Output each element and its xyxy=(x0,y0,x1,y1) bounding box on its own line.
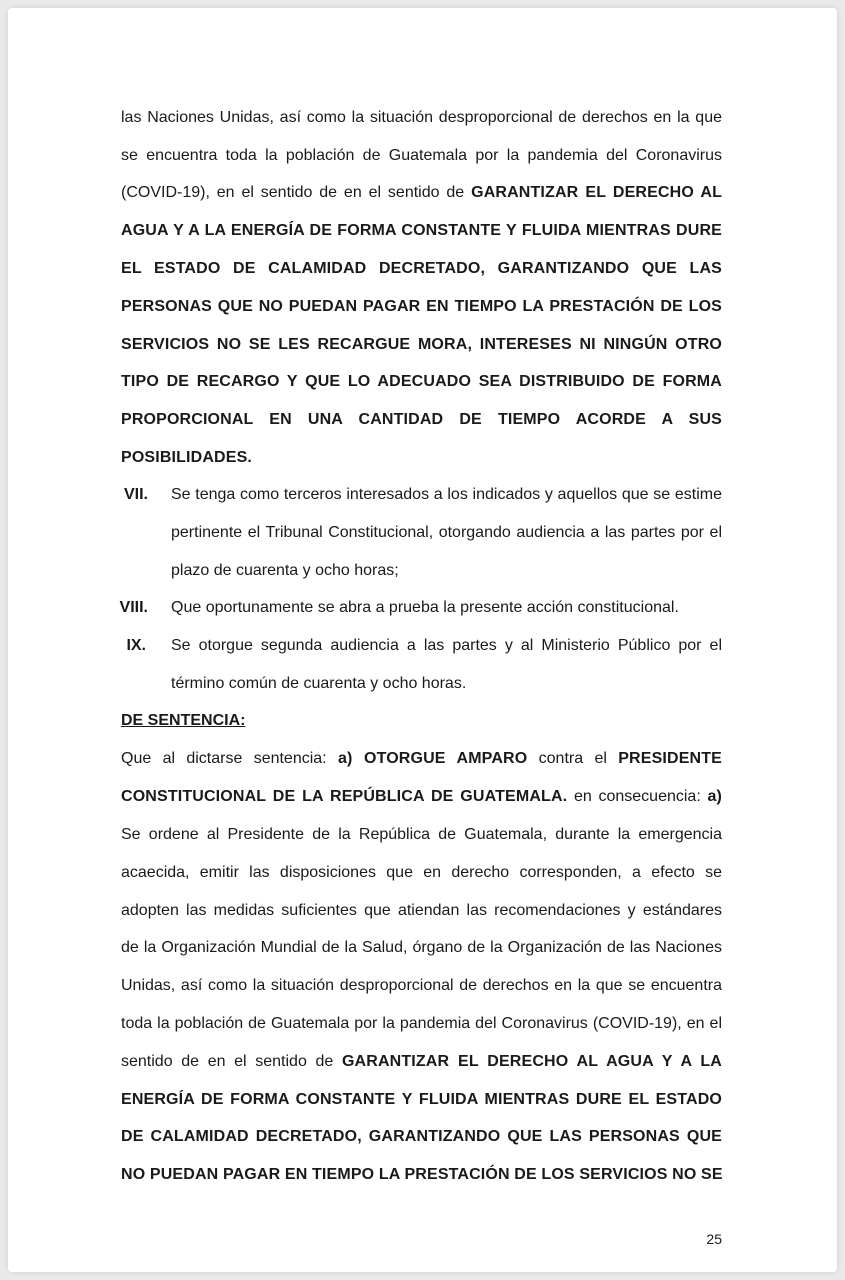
section-heading: DE SENTENCIA: xyxy=(121,712,246,729)
text-line: acaecida, emitir las disposiciones que en derecho corresponden, a efecto se xyxy=(121,864,722,881)
bold-text-line: NO PUEDAN PAGAR EN TIEMPO LA PRESTACIÓN DE LOS SERVICIOS NO SE xyxy=(121,1166,723,1183)
item-number: VIII. xyxy=(119,599,148,616)
bold-text-run: a) xyxy=(707,788,722,805)
bold-text-line: PROPORCIONAL EN UNA CANTIDAD DE TIEMPO ACORDE A SUS xyxy=(121,411,722,428)
bold-text-line: POSIBILIDADES. xyxy=(121,449,253,466)
text-line xyxy=(121,183,722,203)
item-number: VII. xyxy=(123,486,148,503)
bold-text-line: DE CALAMIDAD DECRETADO, GARANTIZANDO QUE LAS PERSONAS QUE xyxy=(121,1128,722,1145)
text-run: (COVID-19), en el sentido de en el sentido de xyxy=(121,184,465,201)
bold-text-line: EL ESTADO DE CALAMIDAD DECRETADO, GARANTIZANDO QUE LAS xyxy=(121,260,722,277)
bold-text-run: a) OTORGUE AMPARO xyxy=(337,750,528,767)
item-number: IX. xyxy=(126,637,146,654)
text-run: contra el xyxy=(538,750,607,767)
text-line: de la Organización Mundial de la Salud, órgano de la Organización de las Naciones xyxy=(121,939,722,956)
text-run: sentido de en el sentido de xyxy=(121,1053,334,1070)
bold-text-line: TIPO DE RECARGO Y QUE LO ADECUADO SEA DISTRIBUIDO DE FORMA xyxy=(121,373,722,390)
bold-text-run: CONSTITUCIONAL DE LA REPÚBLICA DE GUATEMALA. xyxy=(121,788,568,805)
bold-text-line: ENERGÍA DE FORMA CONSTANTE Y FLUIDA MIENTRAS DURE EL ESTADO xyxy=(121,1091,722,1108)
text-line: Se otorgue segunda audiencia a las partes y al Ministerio Público por el xyxy=(171,637,722,654)
text-line xyxy=(121,1052,722,1072)
text-line: Se ordene al Presidente de la República de Guatemala, durante la emergencia xyxy=(121,826,722,843)
text-line: adopten las medidas suficientes que atiendan las recomendaciones y estándares xyxy=(121,902,722,919)
text-run: Que al dictarse sentencia: xyxy=(121,750,327,767)
bold-text-line: SERVICIOS NO SE LES RECARGUE MORA, INTERESES NI NINGÚN OTRO xyxy=(121,336,722,353)
bold-text-run: PRESIDENTE xyxy=(618,750,722,767)
text-run: en consecuencia: xyxy=(573,788,701,805)
text-line: se encuentra toda la población de Guatemala por la pandemia del Coronavirus xyxy=(121,147,722,164)
bold-text-run: GARANTIZAR EL DERECHO AL AGUA Y A LA xyxy=(341,1053,722,1070)
text-line: las Naciones Unidas, así como la situación desproporcional de derechos en la que xyxy=(121,109,722,126)
bold-text-line: PERSONAS QUE NO PUEDAN PAGAR EN TIEMPO LA PRESTACIÓN DE LOS xyxy=(121,298,722,315)
text-line xyxy=(121,787,722,807)
text-line: toda la población de Guatemala por la pandemia del Coronavirus (COVID-19), en el xyxy=(121,1015,722,1032)
bold-text-run: GARANTIZAR EL DERECHO AL xyxy=(471,184,722,201)
text-line: Se tenga como terceros interesados a los indicados y aquellos que se estime xyxy=(171,486,722,503)
text-line: término común de cuarenta y ocho horas. xyxy=(171,675,467,692)
text-line xyxy=(121,749,722,769)
text-line: pertinente el Tribunal Constitucional, otorgando audiencia a las partes por el xyxy=(171,524,722,541)
text-line: Que oportunamente se abra a prueba la presente acción constitucional. xyxy=(171,599,679,616)
text-line: Unidas, así como la situación desproporcional de derechos en la que se encuentra xyxy=(121,977,722,994)
text-line: plazo de cuarenta y ocho horas; xyxy=(171,562,399,579)
bold-text-line: AGUA Y A LA ENERGÍA DE FORMA CONSTANTE Y FLUIDA MIENTRAS DURE xyxy=(121,222,722,239)
page-number: 25 xyxy=(706,1231,722,1247)
